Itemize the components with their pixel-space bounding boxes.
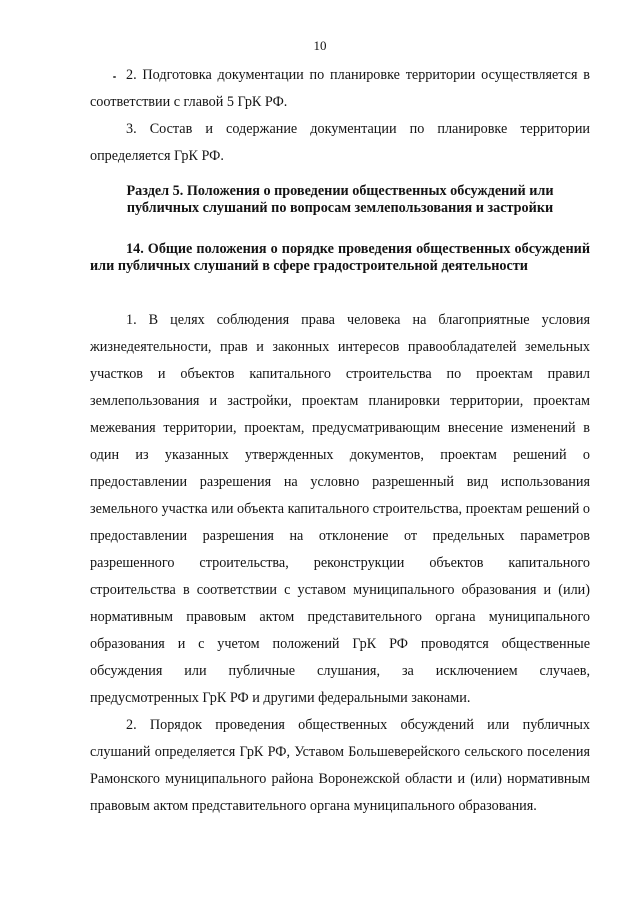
article-14-heading: 14. Общие положения о порядке проведения общественных обсуждений или публичных слушаний в сфере градостроительной деятельности xyxy=(90,241,590,274)
page-number: 10 xyxy=(313,38,327,53)
section-5-heading: Раздел 5. Положения о проведении общественных обсуждений или публичных слушаний по вопросам землепользования и застройки xyxy=(126,183,554,216)
paragraph-2-preparation: 2. Подготовка документации по планировке территории осуществляется в соответствии с главой 5 ГрК РФ. xyxy=(90,67,590,110)
paragraph-3-composition: 3. Состав и содержание документации по планировке территории определяется ГрК РФ. xyxy=(90,121,590,164)
article-14-paragraph-1: 1. В целях соблюдения права человека на благоприятные условия жизнедеятельности, прав и законных интересов правообладателей земельных участков и объектов капитального строительства по проектам правил землепользования и застройки, проектам планировки территории, проектам межевания территории, проектам, предусматривающим внесение изменений в один из указанных утвержденных документов, проектам решений о предоставлении разрешения на условно разрешенный вид использования земельного участка или объекта капитального строительства, проектам решений о предоставлении разрешения на отклонение от предельных параметров разрешенного строительства, реконструкции объектов капитального строительства в соответствии с уставом муниципального образования и (или) нормативным правовым актом представительного органа муниципального образования и с учетом положений ГрК РФ проводятся общественные обсуждения или публичные слушания, за исключением случаев, предусмотренных ГрК РФ и другими федеральными законами. xyxy=(90,312,590,706)
article-14-paragraph-2: 2. Порядок проведения общественных обсуждений или публичных слушаний определяется ГрК РФ, Уставом Большеверейского сельского поселения Рамонского муниципального района Воронежской области и (или) нормативным правовым актом представительного органа муниципального образования. xyxy=(90,717,590,814)
